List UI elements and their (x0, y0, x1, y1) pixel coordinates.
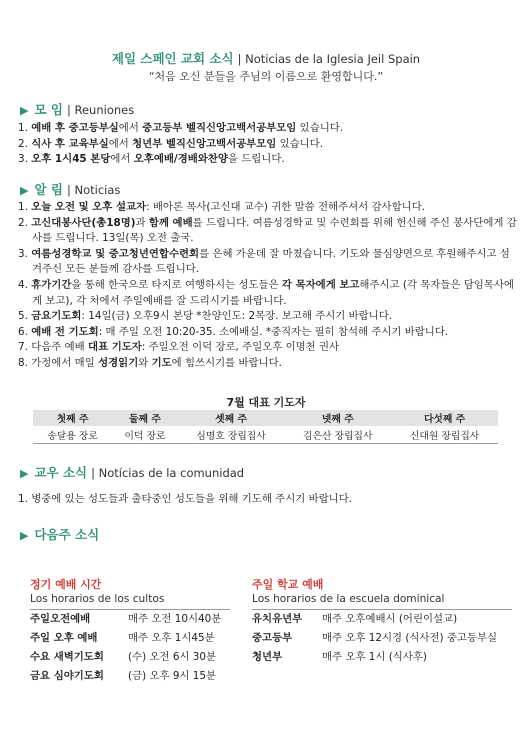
list-item: 주일오전예배 매주 오전 10시40분 (30, 613, 222, 625)
school-schedule-subtitle: Los horarios de la escuela dominical (252, 593, 445, 605)
prayer-table-title: 7월 대표 기도자 (226, 396, 306, 409)
table-row (33, 426, 498, 444)
list-item: 청년부 매주 오후 1시 (식사후) (252, 651, 427, 663)
next-week-heading (20, 527, 99, 544)
table-header-cell: 둘째 주 (112, 410, 177, 426)
notice-item: 8. 가정에서 매일 성경읽기와 기도에 힘쓰시기를 바랍니다. (18, 356, 282, 369)
community-heading (20, 465, 244, 482)
notices-title-ko: 알 림 (34, 182, 63, 197)
meetings-title-ko: 모 임 (34, 102, 63, 117)
meeting-item: 2. 식사 후 교육부실에서 청년부 벨직신앙고백서공부모임 있습니다. (18, 137, 324, 150)
notices-list (18, 200, 518, 372)
triangle-right-icon: ▶ (20, 529, 29, 542)
table-header-cell: 다섯째 주 (391, 410, 498, 426)
community-item: 1. 병중에 있는 성도들과 출타중인 성도들을 위해 기도해 주시기 바랍니다. (18, 493, 353, 505)
notices-title-es: | Noticias (66, 183, 121, 197)
meetings-list (18, 121, 518, 168)
table-header-cell: 넷째 주 (284, 410, 391, 426)
meetings-heading (20, 102, 134, 119)
next-week-title: 다음주 소식 (34, 527, 100, 542)
worship-schedule-title: 정기 예배 시간 (30, 578, 102, 591)
meetings-title-es: | Reuniones (66, 103, 135, 117)
notices-heading (20, 182, 120, 199)
table-header-row (33, 410, 498, 426)
notice-item: 2. 고신대봉사단(총18명)과 함께 예배를 드립니다. 여름성경학교 및 수련회를 위해 헌신해 주신 봉사단에게 감사를 드립니다. 13일(목) 오전 출국. (18, 216, 517, 245)
list-item: 금요 심야기도회 (금) 오후 9시 15분 (30, 670, 217, 682)
community-title-ko: 교우 소식 (34, 465, 88, 480)
community-title-es: | Notícias de la comunidad (91, 466, 245, 480)
meeting-item: 3. 오후 1시45 본당에서 오후예배/경배와찬양을 드립니다. (18, 153, 285, 166)
table-cell: 김은산 장립집사 (284, 426, 391, 444)
list-item: 수요 새벽기도회 (수) 오전 6시 30분 (30, 651, 217, 663)
triangle-right-icon: ▶ (20, 104, 29, 117)
list-item: 주일 오후 예배 매주 오후 1시45분 (30, 632, 215, 644)
worship-schedule-list (30, 610, 221, 686)
title-korean: 제일 스페인 교회 소식 (111, 51, 234, 66)
notice-item: 5. 금요기도회: 14일(금) 오후9시 본당 *찬양인도: 2목장. 보고해 주시기 바랍니다. (18, 310, 393, 323)
worship-schedule-subtitle: Los horarios de los cultos (30, 593, 165, 605)
welcome-message: “처음 오신 분들을 주님의 이름으로 환영합니다.” (148, 70, 384, 83)
table-cell: 송달용 장로 (33, 426, 112, 444)
table-header-cell: 셋째 주 (178, 410, 285, 426)
notice-item: 3. 여름성경학교 및 중고청년연합수련회를 은혜 가운데 잘 마쳤습니다. 기도와 물심양면으로 후원해주시고 섬겨주신 모든 분들께 감사를 드립니다. (18, 247, 510, 276)
list-item: 유치유년부 매주 오후예배시 (어린이설교) (252, 613, 458, 625)
table-cell: 이덕 장로 (112, 426, 177, 444)
school-schedule-list (252, 610, 497, 667)
triangle-right-icon: ▶ (20, 184, 29, 197)
notice-item: 7. 다음주 예배 대표 기도자: 주일오전 이덕 장로, 주일오후 이명천 권사 (18, 341, 340, 354)
table-header-cell: 첫째 주 (33, 410, 112, 426)
notice-item: 6. 예배 전 기도회: 매 주일 오전 10:20-35. 소예배실. *중직자는 필히 참석해 주시기 바랍니다. (18, 325, 449, 338)
school-schedule-title: 주일 학교 예배 (252, 578, 324, 591)
table-cell: 신대원 장립집사 (391, 426, 498, 444)
title-spanish: | Noticias de la Iglesia Jeil Spain (237, 52, 421, 66)
page-title (0, 50, 532, 68)
list-item: 중고등부 매주 오후 12시경 (식사전) 중고등부실 (252, 632, 498, 644)
meeting-item: 1. 예배 후 중고등부실에서 중고등부 벨직신앙고백서공부모임 있습니다. (18, 122, 344, 134)
triangle-right-icon: ▶ (20, 467, 29, 480)
table-cell: 심명호 장립집사 (178, 426, 285, 444)
prayer-table (33, 410, 498, 444)
notice-item: 1. 오늘 오전 및 오후 설교자: 배아론 목사(고신대 교수) 귀한 말씀 전해주셔서 감사합니다. (18, 201, 426, 213)
notice-item: 4. 휴가기간을 통해 한국으로 타지로 여행하시는 성도들은 각 목자에게 보고해주시고 (각 목자들은 담임목사에게 보고), 각 처에서 주일예배를 잘 드리시기를 바랍니다. (18, 278, 514, 307)
